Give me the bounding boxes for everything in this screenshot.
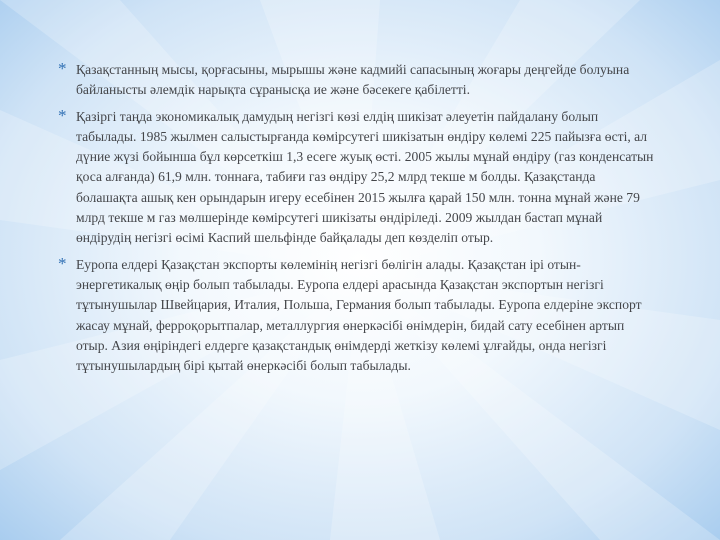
bullet-text: Қазіргі таңда экономикалық дамудың негізгі көзі елдің шикізат әлеуетін пайдалану болып табылады. 1985 жылмен салыстырғанда көмірсутегі шикізатын өндіру көлемі 225 пайызға өсті, ал дүние жүзі бойынша бұл көрсеткіш 1,3 есеге жуық өсті. 2005 жылы мұнай өндіру (газ конденсатын қоса алғанда) 61,9 млн. тоннаға, табиғи газ өндіру 25,2 млрд текше м болды. Қазақстанда болашақта ашық кен орындарын игеру есебінен 2015 жылға қарай 150 млн. тонна мұнай және 79 млрд текше м газ мөлшерінде көмірсутегі шикізаты өндіріледі. 2009 жылдан бастап мұнай өндірудің негізгі өсімі Каспий шельфінде байқалады деп көзделіп отыр. [76, 108, 654, 246]
slide-content [58, 60, 658, 382]
bullet-text: Қазақстанның мысы, қорғасыны, мырышы және кадмийі сапасының жоғары деңгейде болуына байланысты әлемдік нарықта сұранысқа ие және бәсекеге қабілетті. [76, 62, 630, 98]
bullet-text: Еуропа елдері Қазақстан экспорты көлемінің негізгі бөлігін алады. Қазақстан ірі отын-энергетикалық өңір болып табылады. Еуропа елдері арасында Қазақстан экспортын негізгі тұтынушылар Швейцария, Италия, Польша, Германия болып табылады. Еуропа елдеріне экспорт жасау мұнай, ферроқорытпалар, металлургия өнеркәсібі өнімдерін, бидай сату есебінен артып отыр. Азия өңіріндегі елдерге қазақстандық өнімдерді жеткізу көлемі ұлғайды, онда негізгі тұтынушылардың бірі қытай өнеркәсібі болып табылады. [76, 256, 642, 374]
bullet-star-icon: * [58, 105, 67, 125]
bullet-item [58, 60, 658, 101]
bullet-item [58, 255, 658, 377]
bullet-item [58, 107, 658, 249]
bullet-star-icon: * [58, 253, 67, 273]
bullet-star-icon: * [58, 59, 67, 78]
